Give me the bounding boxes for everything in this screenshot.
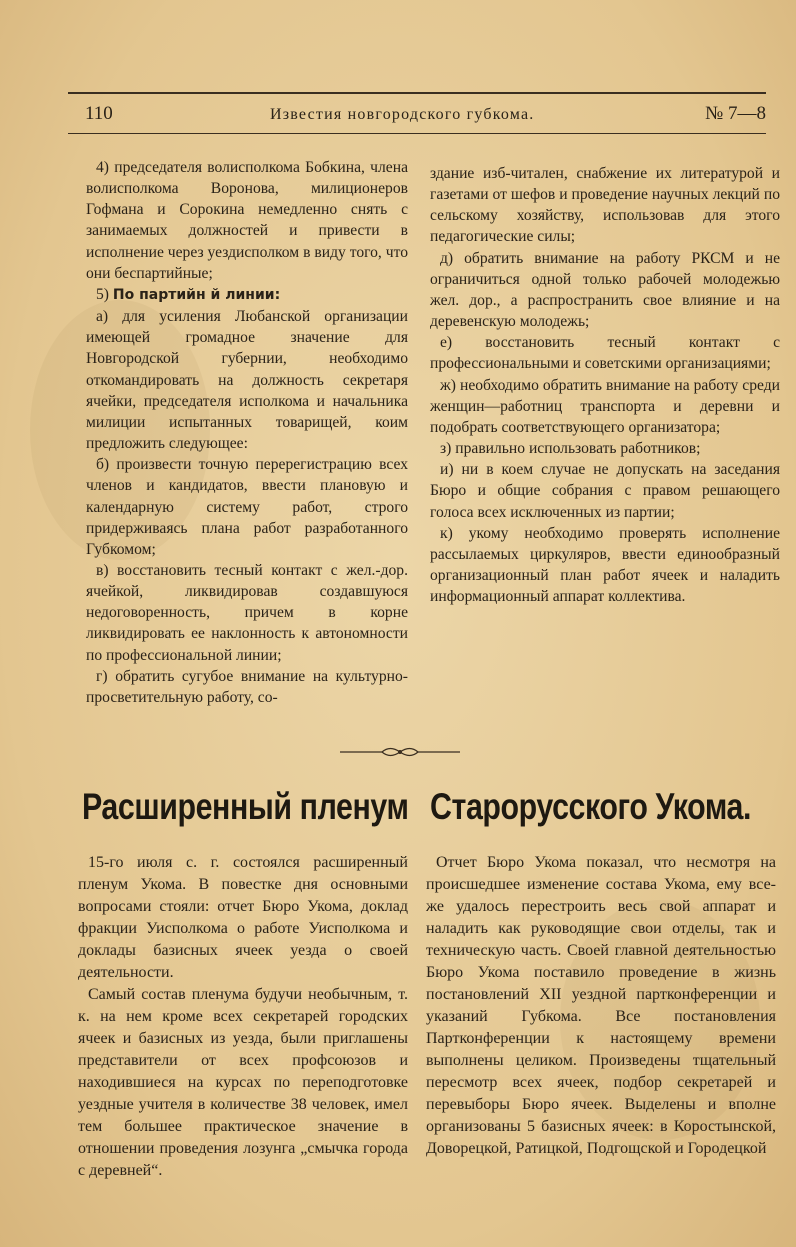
paragraph-item-k: к) укому необходимо проверять исполнение рассылаемых циркуляров, ввести единообразный организационный план работ ячеек и наладить информационный аппарат коллектива. [430, 524, 780, 606]
top-left-column [86, 157, 408, 708]
paragraph-item-d: д) обратить внимание на работу РКСМ и не ограничиться одной только рабочей молодежью жел. дор., а распространить свое влияние и на деревенскую молодежь; [430, 249, 780, 331]
page-header [85, 103, 766, 129]
paragraph-item-v: в) восстановить тесный контакт с жел.-дор. ячейкой, ликвидировав создавшуюся недоговоренность, причем в корне ликвидировать ее наклонность к автономности по профессиональной линии; [86, 561, 408, 664]
section-heading-party-line: По партийн й линии: [112, 286, 281, 303]
headline-part-1: Расширенный пленум [82, 786, 409, 827]
issue-number: № 7—8 [705, 103, 766, 124]
paragraph-item-4: 4) председателя волисполкома Бобкина, члена волисполкома Воронова, милиционеров Гофмана и Сорокина немедленно снять с занимаемых должностей и привести в исполнение через уездисполком в виду того, что они беспартийные; [86, 159, 408, 282]
header-rule-top [68, 92, 766, 94]
header-rule-bottom [68, 133, 766, 134]
article-right-column [426, 852, 776, 1160]
paragraph-item-g: г) обратить сугубое внимание на культурно-просветительную работу, со- [86, 667, 408, 706]
paragraph-item-i: и) ни в коем случае не допускать на заседания Бюро и общие собрания с правом решающего голоса всех исключенных из партии; [430, 461, 780, 521]
paragraph-item-5 [86, 284, 408, 306]
paragraph-item-z: з) правильно использовать работников; [440, 440, 701, 458]
paragraph-item-a: а) для усиления Любанской организации имеющей громадное значение для Новгородской губернии, необходимо откомандировать на должность секретаря ячейки, председателя исполкома и начальника милиции испытанных товарищей, коим предложить следующее: [86, 308, 408, 453]
ornament-divider [340, 745, 460, 759]
article-left-column [78, 852, 408, 1182]
paragraph-continuation: здание изб-читален, снабжение их литературой и газетами от шефов и проведение научных лекций по сельскому хозяйству, использовав для этого педагогические силы; [430, 165, 780, 246]
page-number: 110 [85, 103, 113, 124]
paragraph-item-b: б) произвести точную перерегистрацию всех членов и кандидатов, ввести плановую и календарную систему работ, строго придерживаясь плана работ разработанного Губкомом; [86, 456, 408, 558]
article-right-paragraph-1: Отчет Бюро Укома показал, что несмотря на происшедшее изменение состава Укома, ему все-же удалось перестроить весь свой аппарат и наладить как руководящие свои отделы, так и техническую часть. Своей главной деятельностью Бюро Укома поставило проведение в жизнь постановлений XII уездной партконференции и указаний Губкома. Все постановления Партконференции к настоящему времени выполнены целиком. Произведены тщательный пересмотр всех ячеек, подбор секретарей и перевыборы Бюро ячеек. Выделены и вполне организованы 5 базисных ячеек: в Коростынской, Доворецкой, Ратицкой, Подгощской и Городецкой [426, 854, 776, 1157]
top-right-column [430, 163, 780, 607]
article-left-paragraph-1: 15-го июля с. г. состоялся расширенный пленум Укома. В повестке дня основными вопросами стояли: отчет Бюро Укома, доклад фракции Уисполкома о работе Уисполкома и доклады базисных ячеек уезда о своей деятельности. [78, 854, 408, 981]
journal-title: Известия новгородского губкома. [270, 106, 535, 123]
article-left-paragraph-2: Самый состав пленума будучи необычным, т. к. на нем кроме всех секретарей городских ячеек и базисных из уезда, были приглашены представители от всех профсоюзов и находившиеся на курсах по переподготовке уездные учителя в количестве 38 человек, имел тем большее практическое значение в отношении проведения лозунга „смычка города с деревней“. [78, 986, 408, 1179]
paragraph-item-e: е) восстановить тесный контакт с профессиональными и советскими организациями; [430, 334, 780, 373]
paragraph-item-zh: ж) необходимо обратить внимание на работу среди женщин—работниц транспорта и деревни и подобрать соответствующего организатора; [430, 376, 780, 436]
item-5-number: 5) [96, 285, 109, 303]
headline-part-2: Старорусского Укома. [430, 786, 752, 827]
